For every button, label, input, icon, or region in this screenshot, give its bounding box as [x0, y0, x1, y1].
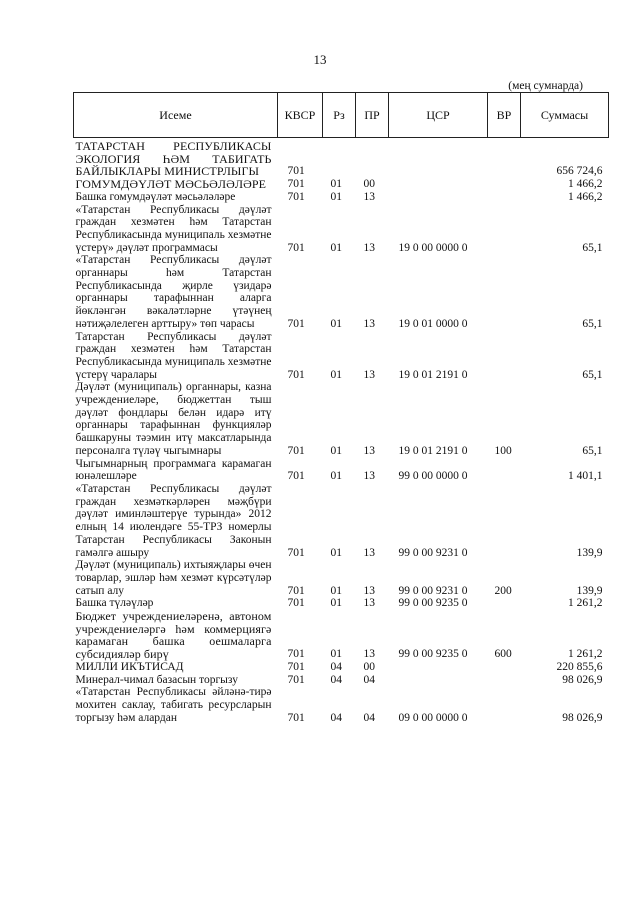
page-number: 13 [313, 52, 327, 67]
cell-vr [488, 674, 521, 687]
cell-pr: 00 [363, 660, 375, 673]
cell-pr: 13 [363, 190, 375, 203]
cell-name: «Татарстан Республикасы дәүләт граждан хезмәтен һәм Татарстан Республикасында муниципаль хезмәтне үстерү» дәүләт программасы [75, 203, 272, 254]
cell-pr: 13 [363, 444, 375, 457]
cell-csr: 99 0 00 9231 0 [398, 584, 468, 597]
table-header [74, 93, 609, 138]
cell-sum: 65,1 [582, 241, 603, 254]
cell-kvsr: 701 [287, 584, 305, 597]
cell-rz: 01 [330, 444, 342, 457]
cell-rz [323, 138, 356, 179]
table-row [74, 191, 609, 204]
table-row [74, 458, 609, 483]
cell-vr [488, 686, 521, 724]
cell-csr [389, 661, 488, 674]
cell-sum: 1 261,2 [568, 648, 603, 661]
cell-pr [356, 138, 389, 179]
cell-rz: 01 [330, 470, 342, 483]
cell-pr: 13 [363, 241, 375, 254]
cell-pr: 13 [363, 597, 375, 610]
cell-rz: 04 [330, 711, 342, 724]
cell-kvsr: 701 [287, 241, 305, 254]
cell-vr: 600 [494, 648, 512, 661]
cell-pr: 13 [363, 317, 375, 330]
cell-rz: 01 [330, 368, 342, 381]
table-row [74, 483, 609, 559]
cell-rz: 01 [330, 584, 342, 597]
cell-sum: 656 724,6 [556, 165, 603, 178]
cell-vr [488, 204, 521, 255]
table-row [74, 686, 609, 724]
table-body [74, 138, 609, 725]
cell-kvsr: 701 [287, 165, 305, 178]
cell-vr [488, 661, 521, 674]
cell-csr: 99 0 00 9231 0 [398, 546, 468, 559]
cell-csr [389, 138, 488, 179]
cell-kvsr: 701 [287, 368, 305, 381]
cell-name: Башка гомумдәүләт мәсьәләләре [75, 190, 236, 203]
cell-name: «Татарстан Республикасы дәүләт органнары һәм Татарстан Республикасында җирле үзидарә органнары тарафыннан аларга йөкләнгән вәкаләтләрне үтәүнең нәтиҗәлелеген арттыру» төп чарасы [75, 254, 272, 330]
table-row [74, 674, 609, 687]
units-note: (мең сумнарда) [508, 80, 583, 92]
cell-pr: 13 [363, 368, 375, 381]
cell-name: ГОМУМДӘҮЛӘТ МӘСЬӘЛӘЛӘРЕ [75, 177, 267, 192]
cell-name: Минерал-чимал базасын торгызу [75, 673, 238, 686]
cell-kvsr: 701 [287, 711, 305, 724]
cell-vr [488, 597, 521, 610]
cell-name: Башка түләүләр [75, 597, 154, 610]
cell-csr: 09 0 00 0000 0 [398, 711, 468, 724]
table-row [74, 559, 609, 597]
cell-vr [488, 138, 521, 179]
cell-sum: 1 261,2 [568, 597, 603, 610]
cell-pr: 13 [363, 470, 375, 483]
cell-name: ТАТАРСТАН РЕСПУБЛИКАСЫ ЭКОЛОГИЯ ҺӘМ ТАБИГАТЬ БАЙЛЫКЛАРЫ МИНИСТРЛЫГЫ [75, 139, 272, 179]
cell-name: Дәүләт (муниципаль) органнары, казна учреждениеләре, бюджеттан тыш дәүләт фондлары белән идарә итү органнары тарафыннан функцияләр башкаруны тәэмин итү максатларында персоналга түләү чыгымнары [75, 381, 272, 457]
table-row [74, 610, 609, 661]
cell-pr: 04 [363, 673, 375, 686]
budget-table [73, 92, 609, 724]
header-kvsr: КВСР [278, 93, 323, 138]
cell-sum: 1 466,2 [568, 178, 603, 191]
cell-sum: 220 855,6 [556, 660, 603, 673]
cell-vr [488, 483, 521, 559]
cell-sum: 1 401,1 [568, 470, 603, 483]
cell-csr [389, 674, 488, 687]
cell-pr: 13 [363, 648, 375, 661]
cell-rz: 01 [330, 546, 342, 559]
cell-name: МИЛЛИ ИКЪТИСАД [75, 660, 184, 673]
cell-kvsr: 701 [287, 673, 305, 686]
cell-name: «Татарстан Республикасы дәүләт граждан хезмәткәрләрен мәҗбүри дәүләт иминләштерүе турында» 2012 елның 14 июлендәге 55-ТРЗ номерлы Татарстан Республикасы Законын гамәлгә ашыру [75, 482, 272, 559]
cell-sum: 65,1 [582, 317, 603, 330]
cell-kvsr: 701 [287, 660, 305, 673]
cell-rz: 01 [330, 241, 342, 254]
cell-vr [488, 178, 521, 191]
cell-sum: 1 466,2 [568, 190, 603, 203]
cell-rz: 01 [330, 648, 342, 661]
cell-name: Чыгымнарның программага карамаган юнәлешләре [75, 457, 272, 483]
cell-sum: 65,1 [582, 368, 603, 381]
cell-vr: 200 [494, 584, 512, 597]
cell-kvsr: 701 [287, 444, 305, 457]
cell-name: Бюджет учреждениеләренә, автоном учреждениеләргә һәм коммерциягә карамаган башка оешмаларга субсидияләр бирү [75, 609, 272, 662]
cell-sum: 65,1 [582, 444, 603, 457]
cell-sum: 98 026,9 [562, 711, 603, 724]
cell-vr [488, 254, 521, 330]
header-vr: ВР [488, 93, 521, 138]
header-csr: ЦСР [389, 93, 488, 138]
cell-rz: 01 [330, 190, 342, 203]
table-row [74, 138, 609, 179]
cell-csr: 19 0 01 2191 0 [398, 444, 468, 457]
cell-vr [488, 191, 521, 204]
cell-name: «Татарстан Республикасы әйләнә-тирә мохитен саклау, табигать ресурсларын торгызу һәм алардан [75, 686, 272, 724]
table-row [74, 254, 609, 330]
table-row [74, 661, 609, 674]
cell-vr: 100 [494, 444, 512, 457]
cell-kvsr: 701 [287, 546, 305, 559]
cell-csr [389, 191, 488, 204]
cell-kvsr: 701 [287, 317, 305, 330]
cell-csr [389, 178, 488, 191]
cell-name: Татарстан Республикасы дәүләт граждан хезмәтен һәм Татарстан Республикасында муниципаль хезмәтне үстерү чаралары [75, 330, 272, 381]
cell-vr [488, 458, 521, 483]
cell-kvsr: 701 [287, 597, 305, 610]
cell-kvsr: 701 [287, 648, 305, 661]
cell-rz: 04 [330, 673, 342, 686]
cell-kvsr: 701 [287, 470, 305, 483]
cell-pr: 00 [363, 178, 375, 191]
cell-csr: 19 0 01 2191 0 [398, 368, 468, 381]
cell-csr: 99 0 00 9235 0 [398, 597, 468, 610]
cell-vr [488, 331, 521, 382]
table-row [74, 381, 609, 457]
header-name: Исеме [74, 93, 278, 138]
table-row [74, 178, 609, 191]
table-row [74, 331, 609, 382]
cell-rz: 01 [330, 317, 342, 330]
cell-csr: 19 0 00 0000 0 [398, 241, 468, 254]
cell-name: Дәүләт (муниципаль) ихтыяҗлары өчен товарлар, эшләр һәм хезмәт күрсәтүләр сатып алу [75, 559, 272, 597]
cell-pr: 13 [363, 584, 375, 597]
header-rz: Рз [323, 93, 356, 138]
cell-csr: 19 0 01 0000 0 [398, 317, 468, 330]
cell-rz: 04 [330, 660, 342, 673]
cell-kvsr: 701 [287, 178, 305, 191]
table-row [74, 204, 609, 255]
header-pr: ПР [356, 93, 389, 138]
cell-csr: 99 0 00 9235 0 [398, 648, 468, 661]
cell-pr: 04 [363, 711, 375, 724]
cell-sum: 139,9 [576, 584, 603, 597]
cell-sum: 139,9 [576, 546, 603, 559]
cell-rz: 01 [330, 597, 342, 610]
cell-rz: 01 [330, 178, 342, 191]
header-sum: Суммасы [521, 93, 609, 138]
cell-pr: 13 [363, 546, 375, 559]
cell-csr: 99 0 00 0000 0 [398, 470, 468, 483]
cell-kvsr: 701 [287, 190, 305, 203]
cell-sum: 98 026,9 [562, 673, 603, 686]
